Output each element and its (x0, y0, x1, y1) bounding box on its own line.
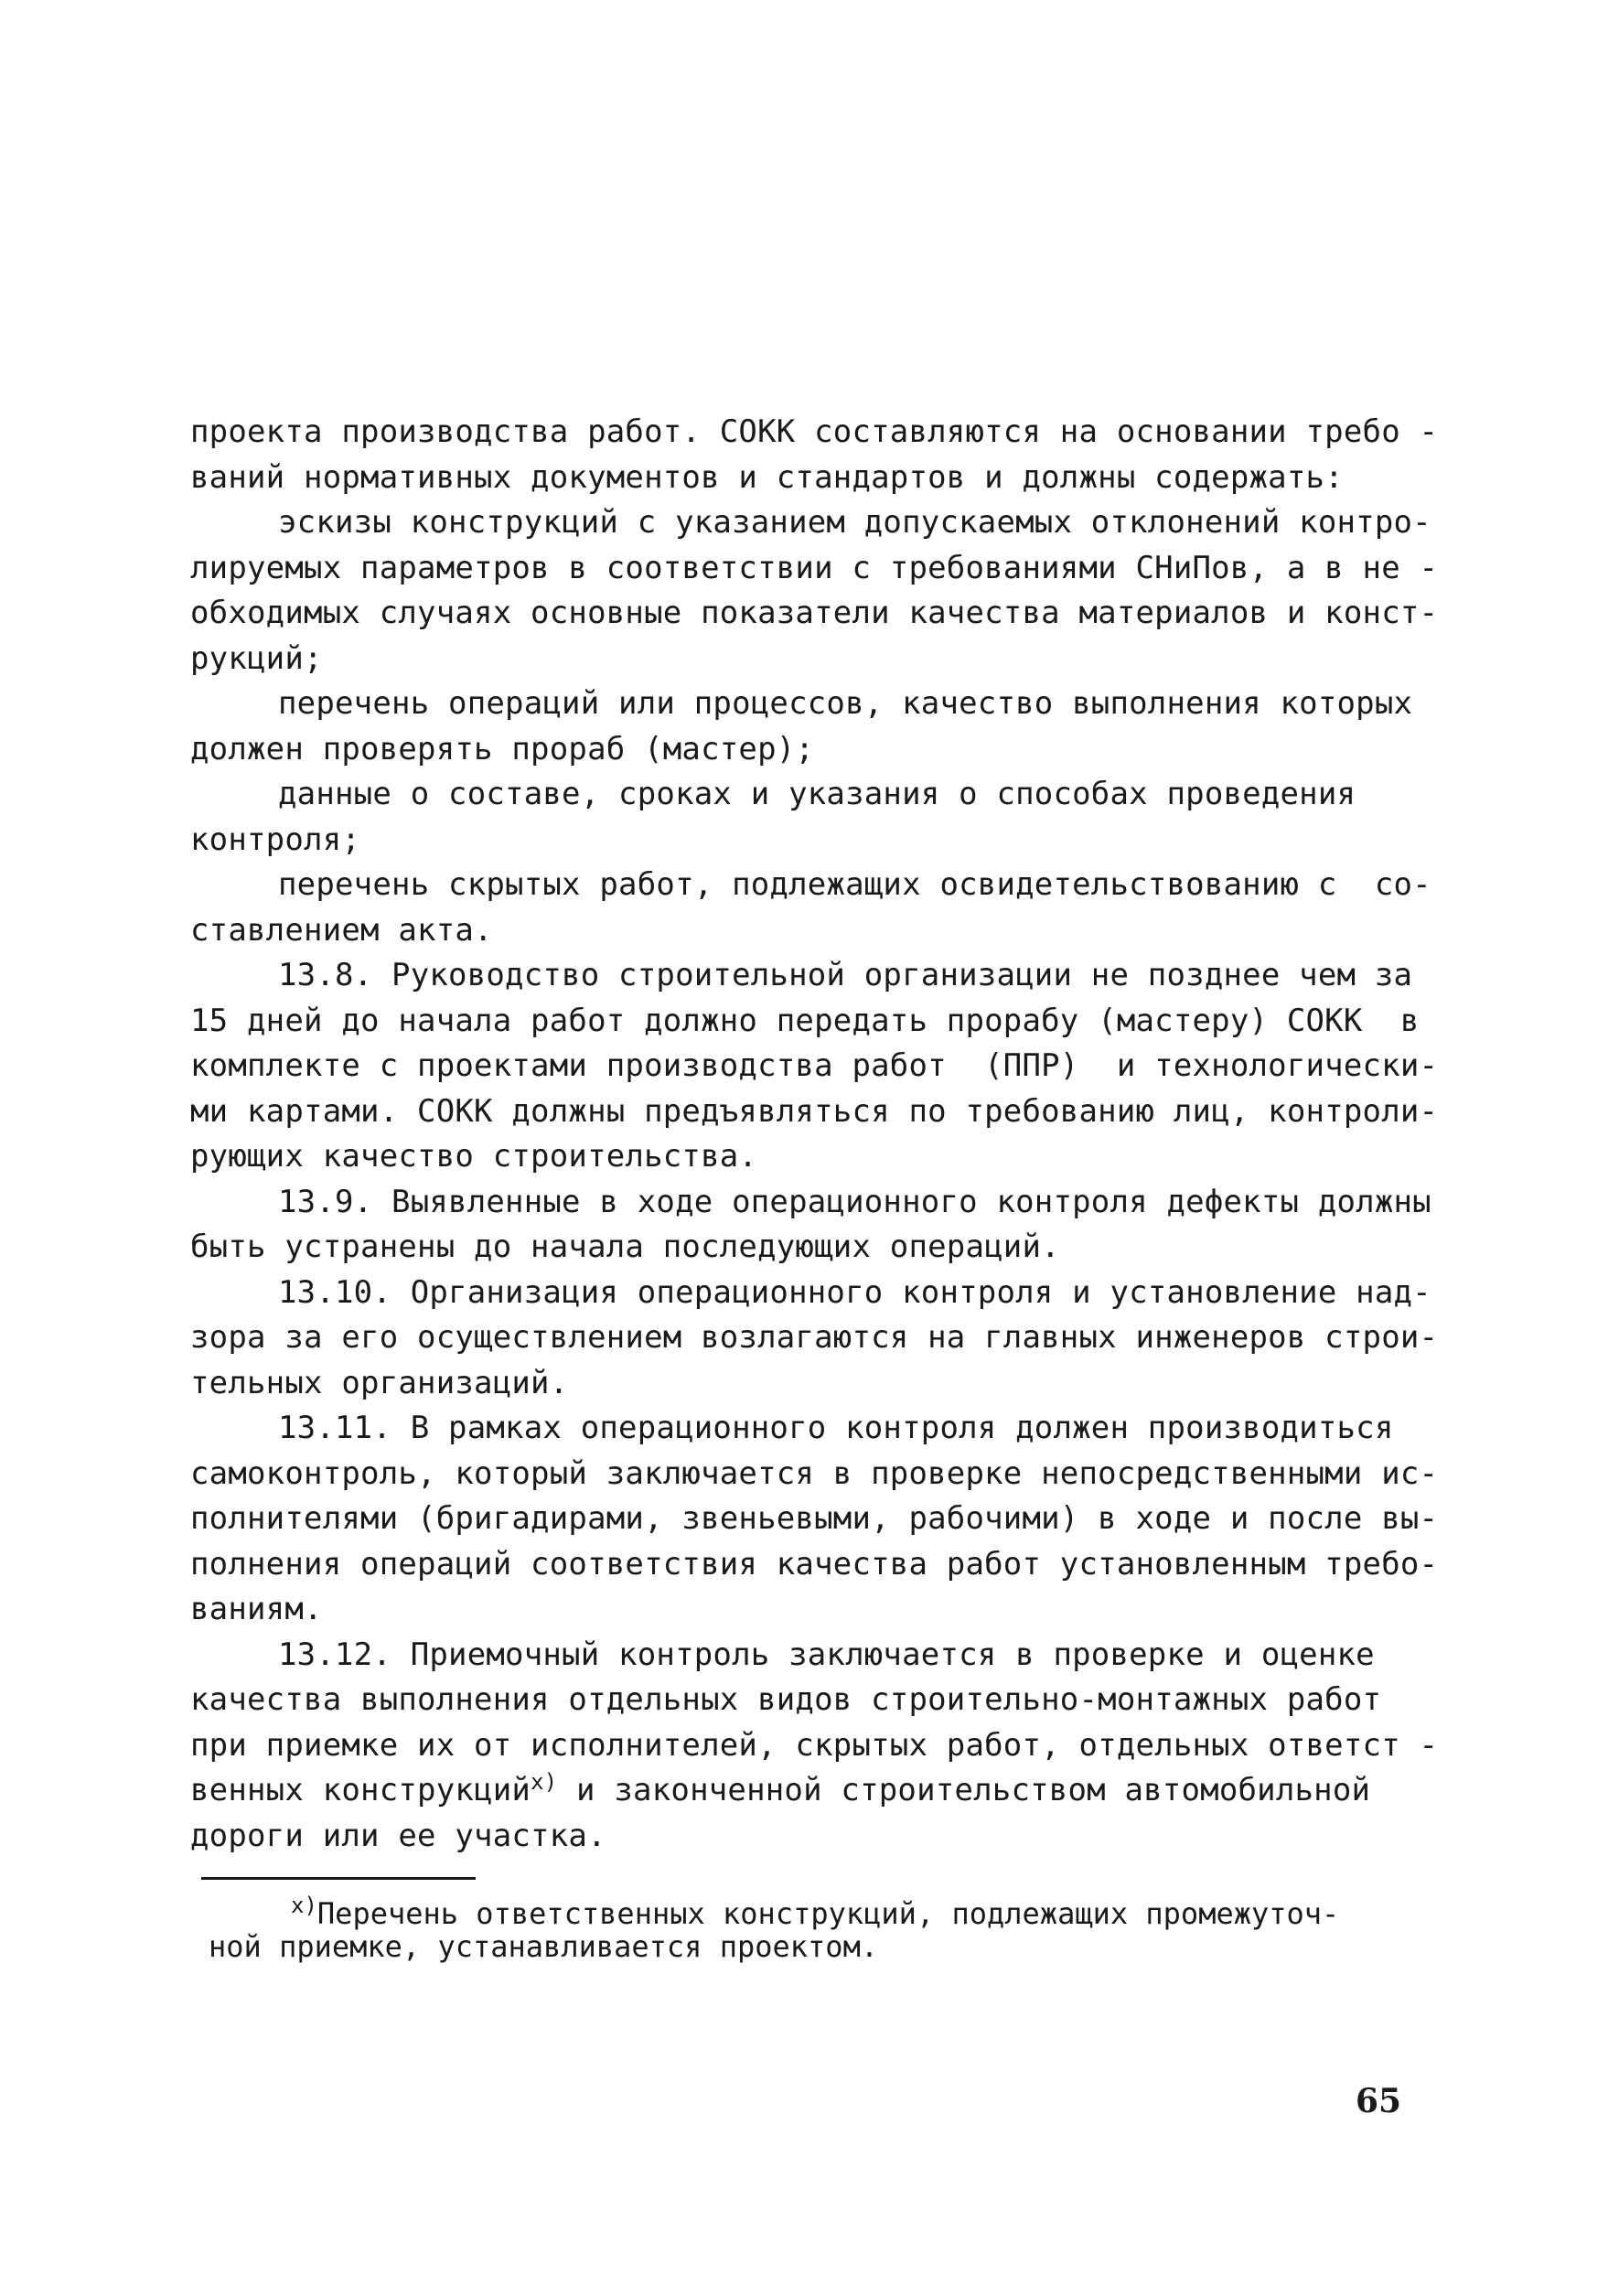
text-line: эскизы конструкций с указанием допускаемых отклонений контро- (278, 504, 1431, 541)
text-line: 15 дней до начала работ должно передать прорабу (мастеру) СОКК в (190, 1002, 1420, 1039)
footnote-marker: x) (291, 1893, 317, 1918)
text-line: данные о составе, сроках и указания о способах проведения (278, 776, 1356, 812)
text-line: дороги или ее участка. (190, 1817, 606, 1854)
text-segment: венных конструкций (190, 1772, 531, 1808)
text-line: 13.12. Приемочный контроль заключается в проверке и оценке (278, 1636, 1375, 1673)
text-line: комплекте с проектами производства работ (ППР) и технологически- (190, 1047, 1439, 1084)
text-line: 13.10. Организация операционного контроля и установление над- (278, 1273, 1431, 1311)
text-line: ставлением акта. (190, 911, 493, 949)
text-line: зора за его осуществлением возлагаются на главных инженеров строи- (190, 1319, 1439, 1356)
text-line: рукций; (190, 639, 323, 677)
body-text (190, 410, 1439, 1859)
text-line: проекта производства работ. СОКК составляются на основании требо - (190, 413, 1439, 450)
text-line: полнителями (бригадирами, звеньевыми, рабочими) в ходе и после вы- (190, 1500, 1439, 1537)
text-line: 13.8. Руководство строительной организации не позднее чем за (278, 957, 1413, 993)
footnote-line: ной приемке, устанавливается проектом. (209, 1929, 879, 1964)
text-line: полнения операций соответствия качества работ установленным требо- (190, 1545, 1439, 1583)
text-line: самоконтроль, который заключается в проверке непосредственными ис- (190, 1454, 1439, 1492)
text-line: ваниям. (190, 1591, 323, 1627)
footnote (209, 1893, 1434, 1964)
text-line: качества выполнения отдельных видов строительно-монтажных работ (190, 1681, 1382, 1718)
text-segment: и законченной строительством автомобильной (557, 1772, 1371, 1808)
footnote-reference: x) (531, 1769, 558, 1795)
text-line: должен проверять прораб (мастер); (190, 730, 815, 767)
text-line: лируемых параметров в соответствии с требованиями СНиПов, а в не - (190, 549, 1439, 586)
text-line: обходимых случаях основные показатели качества материалов и конст- (190, 595, 1439, 631)
text-line: ваний нормативных документов и стандартов и должны содержать: (190, 458, 1344, 496)
footnote-divider (201, 1877, 476, 1880)
page-number: 65 (1356, 2082, 1402, 2120)
text-line: быть устранены до начала последующих операций. (190, 1228, 1060, 1265)
text-line: ми картами. СОКК должны предъявляться по требованию лиц, контроли- (190, 1092, 1439, 1130)
text-line: при приемке их от исполнителей, скрытых работ, отдельных ответст - (190, 1726, 1439, 1764)
text-line: перечень скрытых работ, подлежащих освидетельствованию с со- (278, 866, 1431, 903)
footnote-text: Перечень ответственных конструкций, подлежащих промежуточ- (316, 1896, 1340, 1931)
text-line: 13.9. Выявленные в ходе операционного контроля дефекты должны (278, 1183, 1431, 1220)
text-line (190, 1768, 1427, 1814)
footnote-line (209, 1893, 1434, 1931)
text-line: тельных организаций. (190, 1364, 569, 1401)
text-line: перечень операций или процессов, качество выполнения которых (278, 685, 1413, 722)
text-line: рующих качество строительства. (190, 1138, 758, 1175)
text-line: контроля; (190, 821, 361, 858)
text-line: 13.11. В рамках операционного контроля должен производиться (278, 1410, 1394, 1446)
